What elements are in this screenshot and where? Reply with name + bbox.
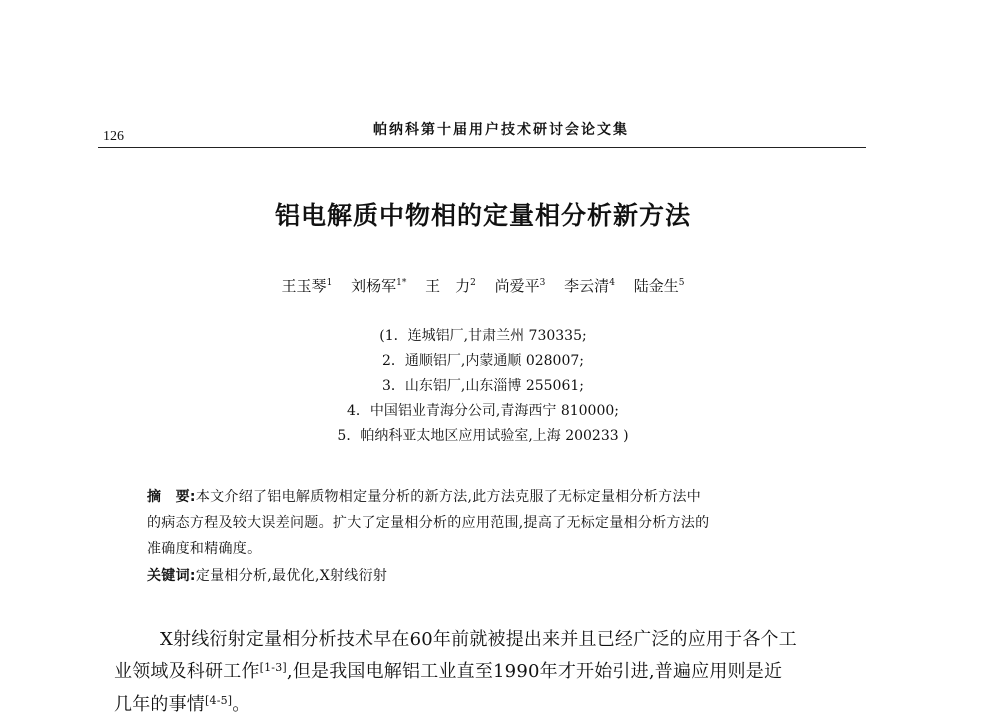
author-affiliation-mark: 1* (396, 278, 407, 288)
body-paragraph-line (114, 690, 251, 716)
keywords-line (147, 565, 387, 585)
author (282, 277, 333, 295)
author-name: 刘杨军 (351, 277, 397, 295)
author-name: 陆金生 (633, 277, 679, 295)
keywords-label: 关键词: (147, 568, 196, 584)
author-name: 王 力 (425, 277, 471, 295)
author-name: 尚爱平 (494, 277, 540, 295)
body-paragraph-line: X射线衍射定量相分析技术早在60年前就被提出来并且已经广泛的应用于各个工 (160, 629, 797, 650)
body-text: 几年的事情 (114, 694, 205, 715)
running-header: 帕纳科第十届用户技术研讨会论文集 (373, 122, 629, 138)
author (495, 277, 546, 295)
affiliation-line: (1．连城铝厂,甘肃兰州 730335; (379, 328, 587, 344)
abstract-text: 本文介绍了铝电解质物相定量分析的新方法,此方法克服了无标定量相分析方法中 (195, 489, 702, 505)
citation: [1-3] (259, 661, 287, 674)
affiliation-line: 2．通顺铝厂,内蒙通顺 028007; (382, 353, 584, 369)
author-affiliation-mark: 5 (678, 278, 685, 288)
body-text: 业领域及科研工作 (114, 661, 260, 682)
body-text: ,但是我国电解铝工业直至1990年才开始引进,普遍应用则是近 (286, 661, 783, 682)
affiliation-line: 5．帕纳科亚太地区应用试验室,上海 200233 ) (337, 428, 629, 444)
paper-title: 铝电解质中物相的定量相分析新方法 (274, 201, 691, 230)
author (351, 277, 406, 295)
page-number: 126 (103, 129, 124, 144)
author-affiliation-mark: 4 (609, 278, 615, 288)
abstract-label: 摘 要: (147, 489, 196, 505)
author-affiliation-mark: 2 (470, 278, 476, 288)
keywords-text: 定量相分析,最优化,X射线衍射 (195, 568, 388, 584)
author-name: 王玉琴 (281, 277, 327, 295)
author (564, 277, 615, 295)
body-text: 。 (232, 694, 251, 715)
header-rule (98, 147, 866, 148)
author-affiliation-mark: 3 (539, 278, 546, 288)
author-affiliation-mark: 1 (326, 278, 333, 288)
abstract-line (147, 486, 701, 506)
abstract-line: 的病态方程及较大误差问题。扩大了定量相分析的应用范围,提高了无标定量相分析方法的 (147, 515, 710, 531)
affiliation-line: 3．山东铝厂,山东淄博 255061; (382, 378, 584, 394)
body-paragraph-line (114, 657, 782, 683)
author-list (0, 275, 966, 296)
author-name: 李云清 (564, 277, 610, 295)
abstract-line: 准确度和精确度。 (147, 541, 262, 557)
author (634, 277, 685, 295)
affiliation-line: 4．中国铝业青海分公司,青海西宁 810000; (347, 403, 619, 419)
citation: [4-5] (205, 694, 233, 707)
author (425, 277, 476, 295)
